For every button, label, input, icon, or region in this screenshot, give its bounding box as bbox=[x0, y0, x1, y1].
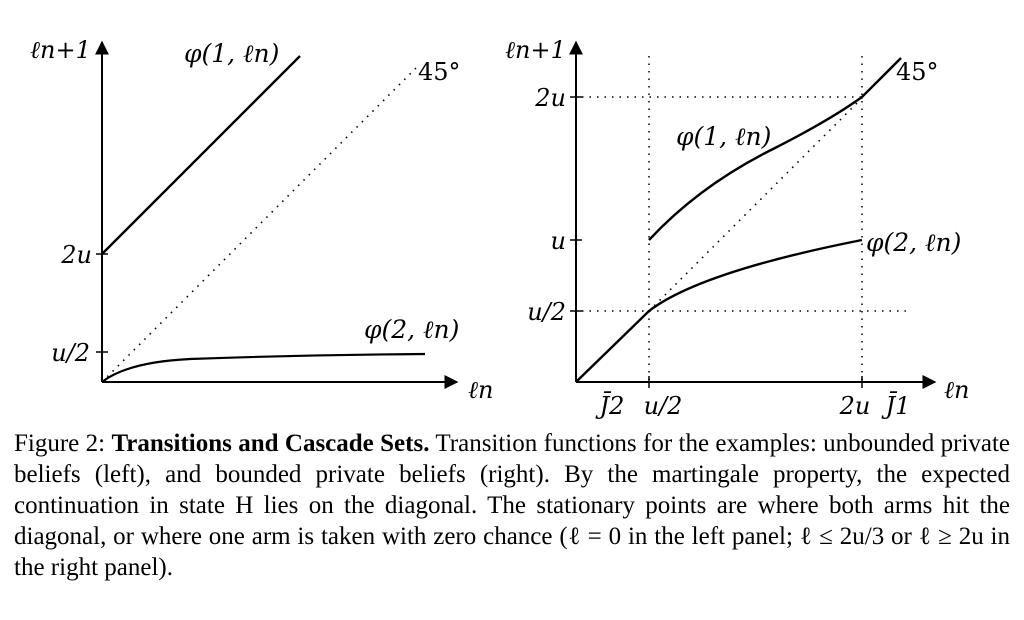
right-curve-phi2-label: φ(2, ℓn) bbox=[866, 228, 962, 257]
right-ytick-u: u bbox=[550, 227, 566, 255]
caption-label: Figure 2: bbox=[14, 430, 106, 457]
right-ytick-u-half: u/2 bbox=[527, 298, 566, 326]
right-xtick-j1: J̄1 bbox=[885, 392, 911, 420]
right-diagonal-label: 45° bbox=[896, 58, 939, 86]
left-curve-phi2 bbox=[102, 354, 425, 382]
right-panel bbox=[505, 36, 969, 420]
caption-text: Transition functions for the examples: unbounded private beliefs (left), and bounded private beliefs (right). By the martingale property, the expected continuation in state H lies on the diagonal. The stationary points are where both arms hit the diagonal, or where one arm is taken with zero chance (ℓ = 0 in the left panel; ℓ ≤ 2u/3 or ℓ ≥ 2u in the right panel). bbox=[14, 430, 1011, 581]
figure-caption bbox=[14, 428, 1010, 583]
left-ytick-2u: 2u bbox=[61, 241, 92, 269]
right-xtick-u-half: u/2 bbox=[643, 392, 683, 420]
left-panel bbox=[30, 36, 493, 404]
right-y-axis-label: ℓn+1 bbox=[505, 36, 566, 64]
right-curve-phi1-label: φ(1, ℓn) bbox=[676, 122, 772, 151]
right-xtick-j2: J̄2 bbox=[599, 392, 625, 420]
left-diagonal-label: 45° bbox=[418, 58, 461, 86]
left-y-axis-label: ℓn+1 bbox=[30, 36, 91, 64]
left-ytick-u-half: u/2 bbox=[51, 339, 90, 367]
left-curve-phi1 bbox=[102, 56, 300, 254]
right-curve-phi2 bbox=[576, 240, 862, 382]
caption-title: Transitions and Cascade Sets. bbox=[111, 430, 430, 457]
right-ytick-2u: 2u bbox=[535, 84, 566, 112]
left-curve-phi1-label: φ(1, ℓn) bbox=[184, 39, 280, 68]
right-xtick-2u: 2u bbox=[839, 392, 871, 420]
left-x-axis-label: ℓn bbox=[468, 376, 494, 404]
left-curve-phi2-label: φ(2, ℓn) bbox=[364, 315, 460, 344]
right-x-axis-label: ℓn bbox=[944, 376, 970, 404]
